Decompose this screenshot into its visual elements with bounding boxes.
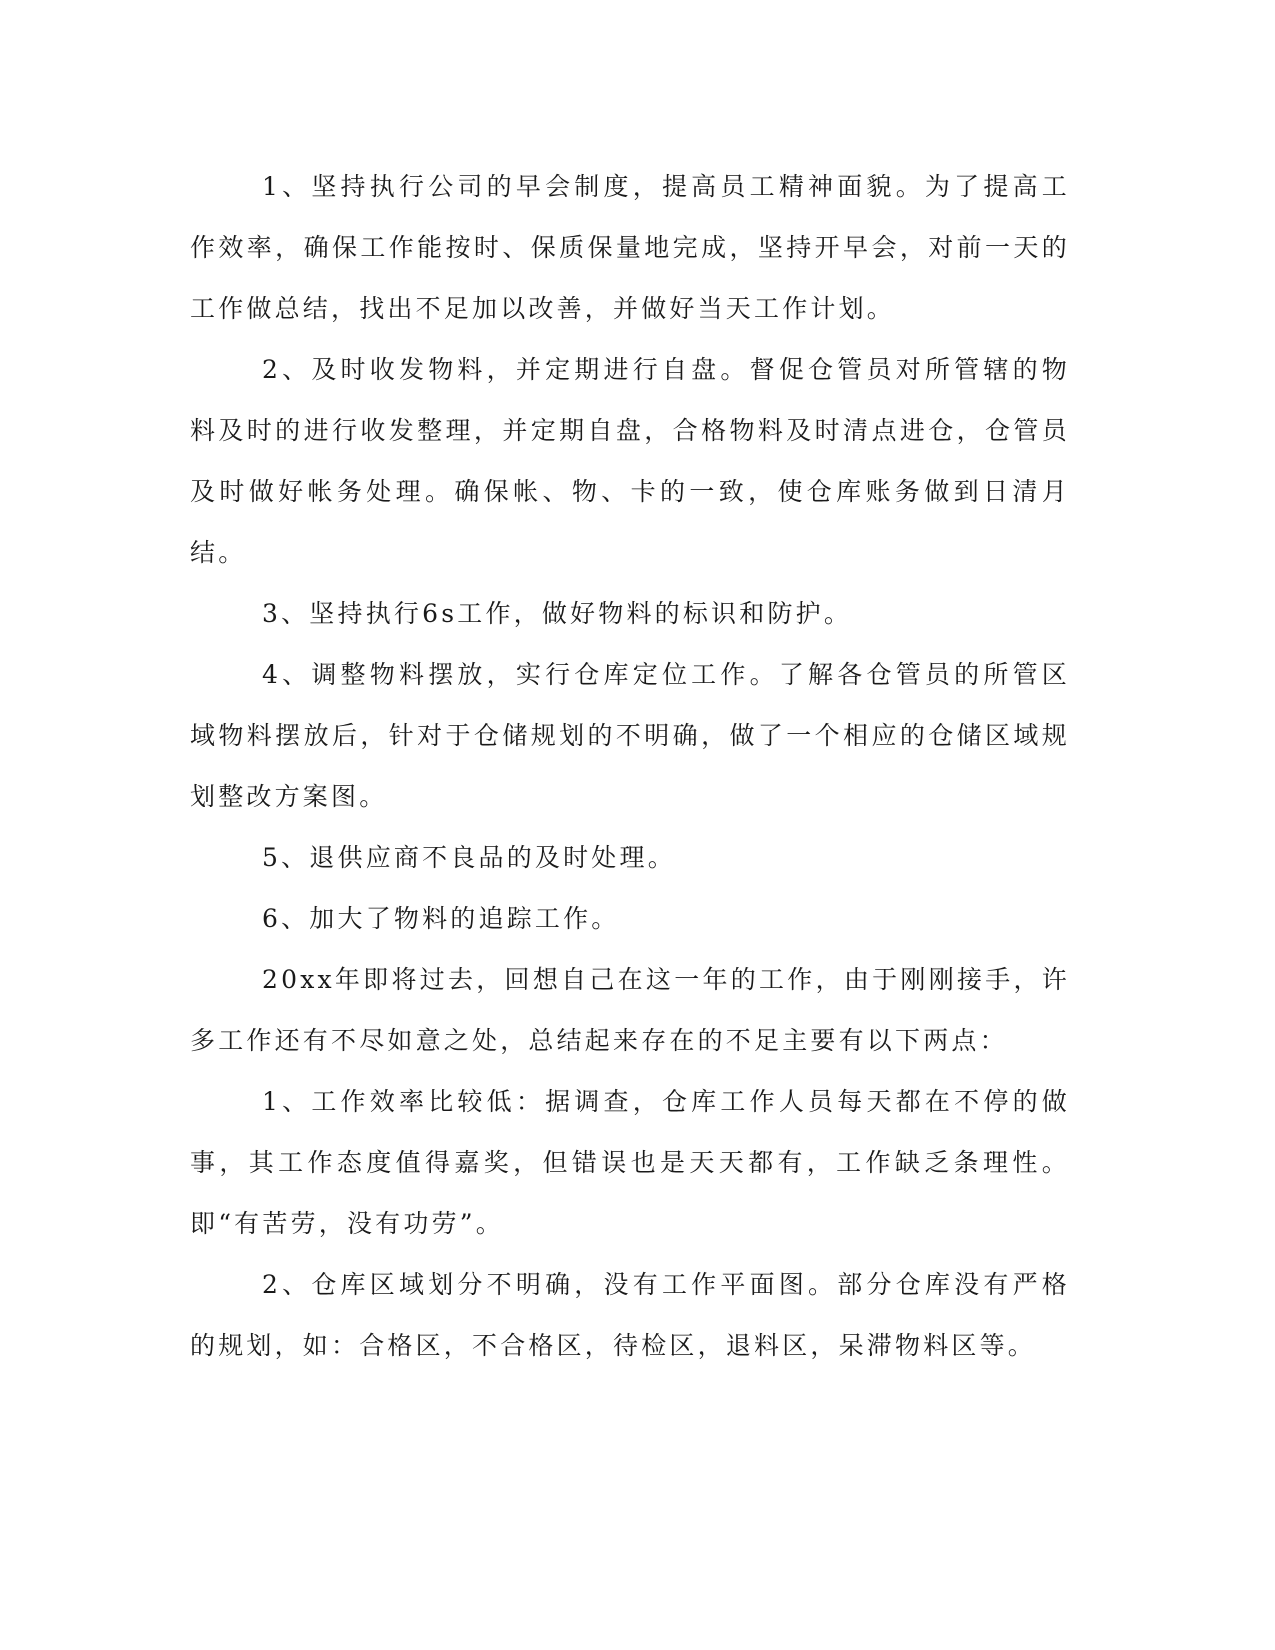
- paragraph-low-efficiency: 1、工作效率比较低：据调查，仓库工作人员每天都在不停的做事，其工作态度值得嘉奖，但错误也是天天都有，工作缺乏条理性。即“有苦劳，没有功劳”。: [190, 1087, 1070, 1238]
- paragraph-morning-meeting: 1、坚持执行公司的早会制度，提高员工精神面貌。为了提高工作效率，确保工作能按时、保质保量地完成，坚持开早会，对前一天的工作做总结，找出不足加以改善，并做好当天工作计划。: [190, 172, 1070, 323]
- paragraph-material-tracking: 6、加大了物料的追踪工作。: [262, 904, 620, 933]
- document-body: [190, 156, 1070, 1376]
- paragraph-6s-work: 3、坚持执行6s工作，做好物料的标识和防护。: [262, 599, 853, 628]
- paragraph-material-receipt: 2、及时收发物料，并定期进行自盘。督促仓管员对所管辖的物料及时的进行收发整理，并定期自盘，合格物料及时清点进仓，仓管员及时做好帐务处理。确保帐、物、卡的一致，使仓库账务做到日清月结。: [190, 355, 1070, 567]
- paragraph-material-placement: 4、调整物料摆放，实行仓库定位工作。了解各仓管员的所管区域物料摆放后，针对于仓储规划的不明确，做了一个相应的仓储区域规划整改方案图。: [190, 660, 1070, 811]
- paragraph-zone-planning: 2、仓库区域划分不明确，没有工作平面图。部分仓库没有严格的规划，如：合格区，不合格区，待检区，退料区，呆滞物料区等。: [190, 1270, 1070, 1360]
- paragraph-year-review: 20xx年即将过去，回想自己在这一年的工作，由于刚刚接手，许多工作还有不尽如意之处，总结起来存在的不足主要有以下两点：: [190, 965, 1070, 1055]
- paragraph-supplier-returns: 5、退供应商不良品的及时处理。: [262, 843, 676, 872]
